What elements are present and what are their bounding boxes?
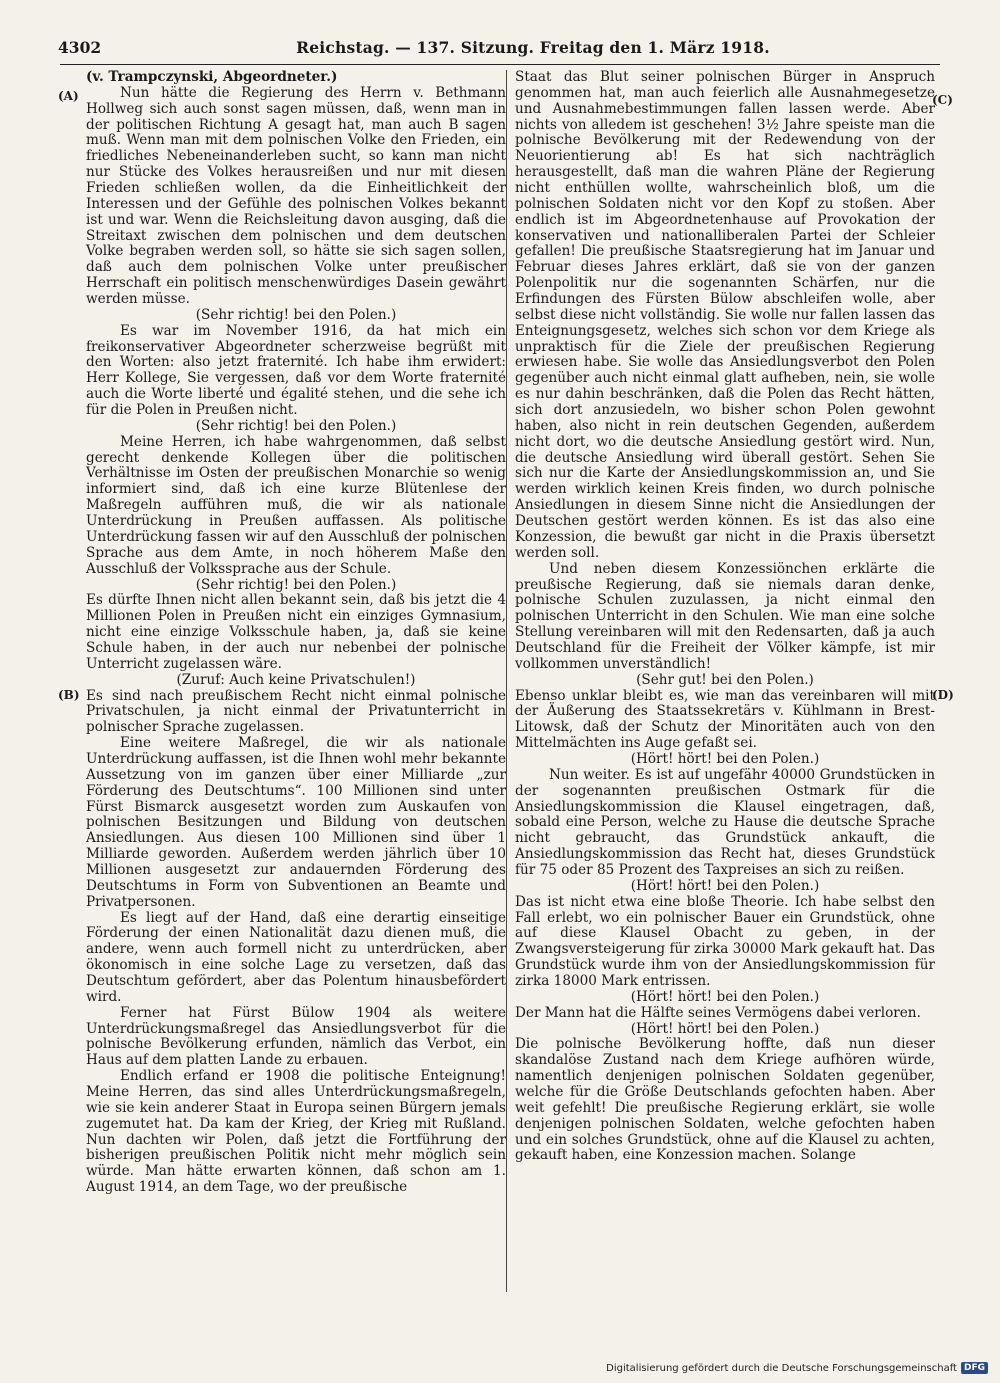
paragraph: Meine Herren, ich habe wahrgenommen, daß selbst gerecht denkende Kollegen über die politischen Verhältnisse im Osten der preußischen Monarchie so wenig informiert sind, daß ich eine kurze Blütenlese der Maßregeln aufführen muß, die wir als nationale Unterdrückung in Preußen auffassen. Als politische Unterdrückung fassen wir auf den Ausschluß der polnischen Sprache aus dem Amte, in noch höherem Maße den Ausschluß der Volkssprache aus der Schule. <box>86 433 506 577</box>
interjection: (Zuruf: Auch keine Privatschulen!) <box>176 671 416 688</box>
interjection: (Sehr richtig! bei den Polen.) <box>195 306 397 323</box>
interjection: (Hört! hört! bei den Polen.) <box>630 750 820 767</box>
paragraph: Endlich erfand er 1908 die politische Enteignung! Meine Herren, das sind alles Unterdrückungsmaßregeln, wie sie kein anderer Staat in Europa seinen Bürgern jemals zugemutet hat. Da kam der Krieg, der Krieg mit Rußland. Nun dachten wir Polen, daß jetzt die Fortführung der bisherigen preußischen Politik nicht mehr möglich sein würde. Man hätte erwarten können, daß schon am 1. August 1914, an dem Tage, wo der preußische <box>86 1068 506 1196</box>
paragraph: Nun hätte die Regierung des Herrn v. Bethmann Hollweg sich auch sonst sagen müssen, daß, wenn man in der politischen Richtung A gesagt hat, man auch B sagen muß. Wenn man mit dem polnischen Volke den Frieden, ein friedliches Nebeneinanderleben sucht, so kann man nicht nur Stücke des Volkes herausreißen und nur mit diesen Frieden schließen wollen, da die Einheitlichkeit der Interessen und der Gefühle des polnischen Volkes bekannt ist und war. Wenn die Reichsleitung davon ausging, daß die Streitaxt zwischen dem polnischen und dem deutschen Volke begraben werden soll, so hätte sie sich sagen sollen, daß auch dem polnischen Volke unter preußischer Herrschaft ein politisch menschenwürdiges Dasein gewährt werden müsse. <box>86 84 506 308</box>
paragraph: Ebenso unklar bleibt es, wie man das vereinbaren will mit der Äußerung des Staatssekretärs v. Kühlmann in Brest-Litowsk, daß der Schutz der Minoritäten auch von den Mittelmächten ins Auge gefaßt sei. <box>515 687 935 752</box>
header-rule <box>60 64 940 65</box>
interjection: (Sehr richtig! bei den Polen.) <box>195 417 397 434</box>
margin-marker-c: (C) <box>932 93 953 107</box>
paragraph: Das ist nicht etwa eine bloße Theorie. Ich habe selbst den Fall erlebt, wo ein polnischer Bauer ein Grundstück, ohne auf diese Klausel Obacht zu geben, in der Zwangsversteigerung für zirka 30000 Mark gekauft hat. Das Grundstück wurde ihm von der Ansiedlungskommission für zirka 18000 Mark entrissen. <box>515 893 935 989</box>
margin-marker-a: (A) <box>58 89 79 103</box>
interjection: (Hört! hört! bei den Polen.) <box>630 877 820 894</box>
interjection: (Hört! hört! bei den Polen.) <box>630 988 820 1005</box>
footer <box>606 1362 988 1374</box>
paragraph: Es dürfte Ihnen nicht allen bekannt sein, daß bis jetzt die 4 Millionen Polen in Preußen nicht ein einziges Gymnasium, nicht eine einzige Volksschule haben, ja, daß sie keine Schule haben, in der auch nur nebenbei der polnische Unterricht zugelassen wäre. <box>86 592 506 672</box>
margin-marker-b: (B) <box>58 688 80 702</box>
interjection: (Sehr gut! bei den Polen.) <box>636 671 814 688</box>
left-column <box>86 70 506 1196</box>
page-header <box>58 38 938 62</box>
paragraph: Es liegt auf der Hand, daß eine derartig einseitige Förderung der einen Nationalität dazu dienen muß, die andere, wenn auch formell nicht zu unterdrücken, aber ökonomisch in eine solche Lage zu versetzen, daß das Deutschtum gefördert, aber das Polentum hinausbefördert wird. <box>86 909 506 1005</box>
interjection: (Sehr richtig! bei den Polen.) <box>195 576 397 593</box>
paragraph: Die polnische Bevölkerung hoffte, daß nun dieser skandalöse Zustand nach dem Kriege aufhören würde, namentlich denjenigen polnischen Soldaten gegenüber, welche für die Größe Deutschlands gefochten haben. Aber weit gefehlt! Die preußische Regierung erklärt, sie wolle denjenigen polnischen Soldaten, welche gefochten haben und ein solches Grundstück, ohne auf die Klausel zu achten, gekauft haben, eine Konzession machen. Solange <box>515 1036 935 1164</box>
footer-credit: Digitalisierung gefördert durch die Deutsche Forschungsgemeinschaft <box>606 1362 957 1374</box>
paragraph: Es war im November 1916, da hat mich ein freikonservativer Abgeordneter scherzweise begrüßt mit den Worten: also jetzt fraternité. Ich habe ihm erwidert: Herr Kollege, Sie vergessen, daß vor dem Worte fraternité auch die Worte liberté und égalité stehen, und die sehe ich für die Polen in Preußen nicht. <box>86 322 506 419</box>
paragraph: Der Mann hat die Hälfte seines Vermögens dabei verloren. <box>515 1004 921 1021</box>
paragraph: Es sind nach preußischem Recht nicht einmal polnische Privatschulen, ja nicht einmal der Privatunterricht in polnischer Sprache zugelassen. <box>86 687 506 736</box>
right-column <box>515 70 935 1164</box>
column-divider <box>506 70 507 1292</box>
paragraph: Nun weiter. Es ist auf ungefähr 40000 Grundstücken in der sogenannten preußischen Ostmark für die Ansiedlungskommission die Klausel eingetragen, daß, sobald eine Person, welche zu Hause die deutsche Sprache nicht gebraucht, das Grundstück ankauft, die Ansiedlungskommission das Recht hat, dieses Grundstück für 75 oder 85 Prozent des Taxpreises an sich zu reißen. <box>515 766 935 878</box>
speaker-line: (v. Trampczynski, Abgeordneter.) <box>86 69 338 85</box>
dfg-logo: DFG <box>961 1362 988 1374</box>
interjection: (Hört! hört! bei den Polen.) <box>630 1020 820 1037</box>
margin-marker-d: (D) <box>932 688 954 702</box>
paragraph: Ferner hat Fürst Bülow 1904 als weitere Unterdrückungsmaßregel das Ansiedlungsverbot für die polnische Bevölkerung erfunden, nämlich das Verbot, ein Haus auf dem platten Lande zu erbauen. <box>86 1004 506 1069</box>
header-title: Reichstag. — 137. Sitzung. Freitag den 1. März 1918. <box>296 38 770 57</box>
paragraph: Und neben diesem Konzessiönchen erklärte die preußische Regierung, daß sie niemals daran denke, polnische Schulen zuzulassen, ja nicht einmal den polnischen Unterricht in den Schulen. Wie man eine solche Stellung vereinbaren will mit den Redensarten, daß ja auch Deutschland für die Freiheit der Völker kämpfe, ist mir vollkommen unverständlich! <box>515 560 935 672</box>
page-number: 4302 <box>58 38 102 57</box>
paragraph: Staat das Blut seiner polnischen Bürger in Anspruch genommen hat, man auch feierlich alle Ausnahmegesetze und Ausnahmebestimmungen fallen lassen werde. Aber nichts von alledem ist geschehen! 3½ Jahre speiste man die polnische Bevölkerung mit der Redewendung von der Neuorientierung ab! Es hat sich nachträglich herausgestellt, daß man die wahren Pläne der Regierung nicht enthüllen wollte, wahrscheinlich bloß, um die polnischen Soldaten nicht vor den Kopf zu stoßen. Aber endlich ist im Abgeordnetenhause auf Provokation der konservativen und nationalliberalen Partei der Schleier gefallen! Die preußische Staatsregierung hat im Januar und Februar dieses Jahres erklärt, daß sie von der ganzen Polenpolitik nur die sogenannten Schärfen, nur die Erfindungen des Fürsten Bülow abschleifen wolle, aber selbst diese nicht vollständig. Sie wolle nur fallen lassen das Enteignungsgesetz, welches sich schon vor dem Kriege als unpraktisch für die Ziele der preußischen Regierung erwiesen habe. Sie wolle das Ansiedlungsverbot den Polen gegenüber auch nicht einmal glatt aufheben, nein, sie wolle es nur dahin beschränken, daß die Polen das Recht hätten, sich dort anzusiedeln, wo bisher schon Polen gewohnt haben, also nicht in rein deutschen Gegenden, außerdem nicht dort, wo die deutsche Ansiedlung gestört wird. Nun, die deutsche Ansiedlung wird überall gestört. Sehen Sie sich nur die Karte der Ansiedlungskommission an, und Sie werden wirklich keinen Kreis finden, wo durch polnische Ansiedlungen in diesem Sinne nicht die Ansiedlungen der Deutschen gestört werden können. Es ist das also eine Konzession, die bewußt gar nicht in die Praxis übersetzt werden soll. <box>515 69 935 561</box>
paragraph: Eine weitere Maßregel, die wir als nationale Unterdrückung auffassen, ist die Ihnen wohl mehr bekannte Aussetzung von im ganzen über einer Milliarde „zur Förderung des Deutschtums“. 100 Millionen sind unter Fürst Bismarck ausgesetzt worden zum Auskaufen von polnischen Besitzungen und Bildung von deutschen Ansiedlungen. Aus diesen 100 Millionen sind über 1 Milliarde geworden. Außerdem werden jährlich über 10 Millionen ausgesetzt zur andauernden Förderung des Deutschtums in Form von Subventionen an Beamte und Privatpersonen. <box>86 735 506 910</box>
